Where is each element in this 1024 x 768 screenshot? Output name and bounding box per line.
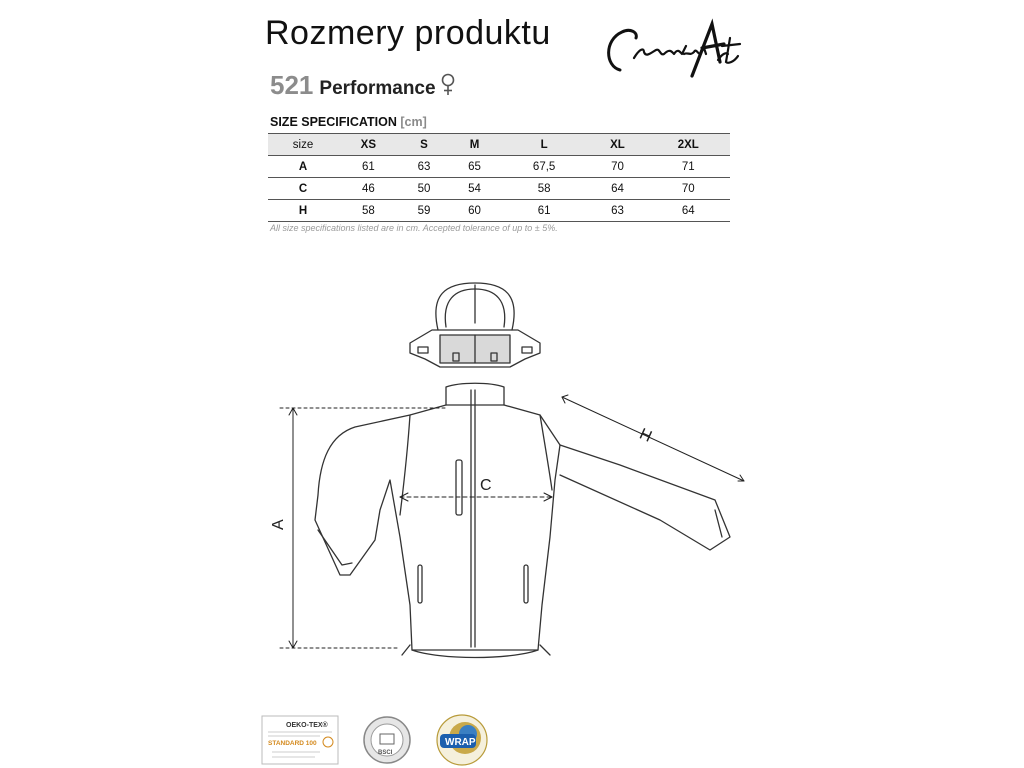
- hood-drawing: [410, 283, 540, 367]
- wrap-badge: [437, 715, 487, 765]
- table-cell: 50: [399, 178, 450, 200]
- table-cell: 71: [647, 156, 730, 178]
- table-row: [268, 200, 730, 222]
- spec-title: [270, 115, 427, 129]
- size-table-header-row: [268, 134, 730, 156]
- table-cell: 63: [399, 156, 450, 178]
- table-cell: 70: [588, 156, 646, 178]
- dimension-label-c: C: [480, 477, 492, 494]
- bsci-text: BSCI: [378, 750, 393, 756]
- wrap-text: WRAP: [445, 737, 476, 748]
- col-header: XL: [588, 134, 646, 156]
- col-header: size: [268, 134, 338, 156]
- table-cell: 61: [500, 200, 589, 222]
- product-code: 521: [270, 70, 314, 100]
- table-row: [268, 156, 730, 178]
- table-cell: 59: [399, 200, 450, 222]
- dimension-label-h: H: [636, 425, 655, 446]
- table-cell: 64: [588, 178, 646, 200]
- dimension-lines: [280, 395, 744, 648]
- dimension-label-a: A: [270, 519, 287, 530]
- jacket-drawing: [260, 275, 760, 675]
- table-cell: 63: [588, 200, 646, 222]
- product-heading: [270, 70, 456, 100]
- table-cell: 60: [449, 200, 500, 222]
- row-label: A: [268, 156, 338, 178]
- oeko-tex-badge: [262, 716, 338, 764]
- row-label: C: [268, 178, 338, 200]
- product-name: Performance: [319, 78, 436, 99]
- oeko-tex-standard: STANDARD 100: [268, 740, 317, 747]
- table-cell: 58: [338, 200, 399, 222]
- col-header: M: [449, 134, 500, 156]
- table-cell: 46: [338, 178, 399, 200]
- table-cell: 64: [647, 200, 730, 222]
- table-cell: 58: [500, 178, 589, 200]
- female-symbol-icon: [440, 73, 456, 97]
- certification-badges: [260, 712, 520, 768]
- row-label: H: [268, 200, 338, 222]
- table-cell: 54: [449, 178, 500, 200]
- table-cell: 70: [647, 178, 730, 200]
- spec-title-text: SIZE SPECIFICATION: [270, 115, 397, 129]
- size-table: [268, 133, 730, 222]
- creativeart-logo: [600, 18, 750, 88]
- page-title: Rozmery produktu: [265, 14, 551, 52]
- table-cell: 67,5: [500, 156, 589, 178]
- table-cell: 65: [449, 156, 500, 178]
- jacket-body-drawing: [315, 383, 730, 657]
- col-header: XS: [338, 134, 399, 156]
- table-cell: 61: [338, 156, 399, 178]
- col-header: L: [500, 134, 589, 156]
- bsci-badge: [364, 717, 410, 763]
- col-header: S: [399, 134, 450, 156]
- col-header: 2XL: [647, 134, 730, 156]
- oeko-tex-title: OEKO-TEX®: [286, 722, 328, 729]
- table-row: [268, 178, 730, 200]
- spec-unit: [cm]: [400, 115, 427, 129]
- tolerance-note: All size specifications listed are in cm. Accepted tolerance of up to ± 5%.: [270, 223, 558, 233]
